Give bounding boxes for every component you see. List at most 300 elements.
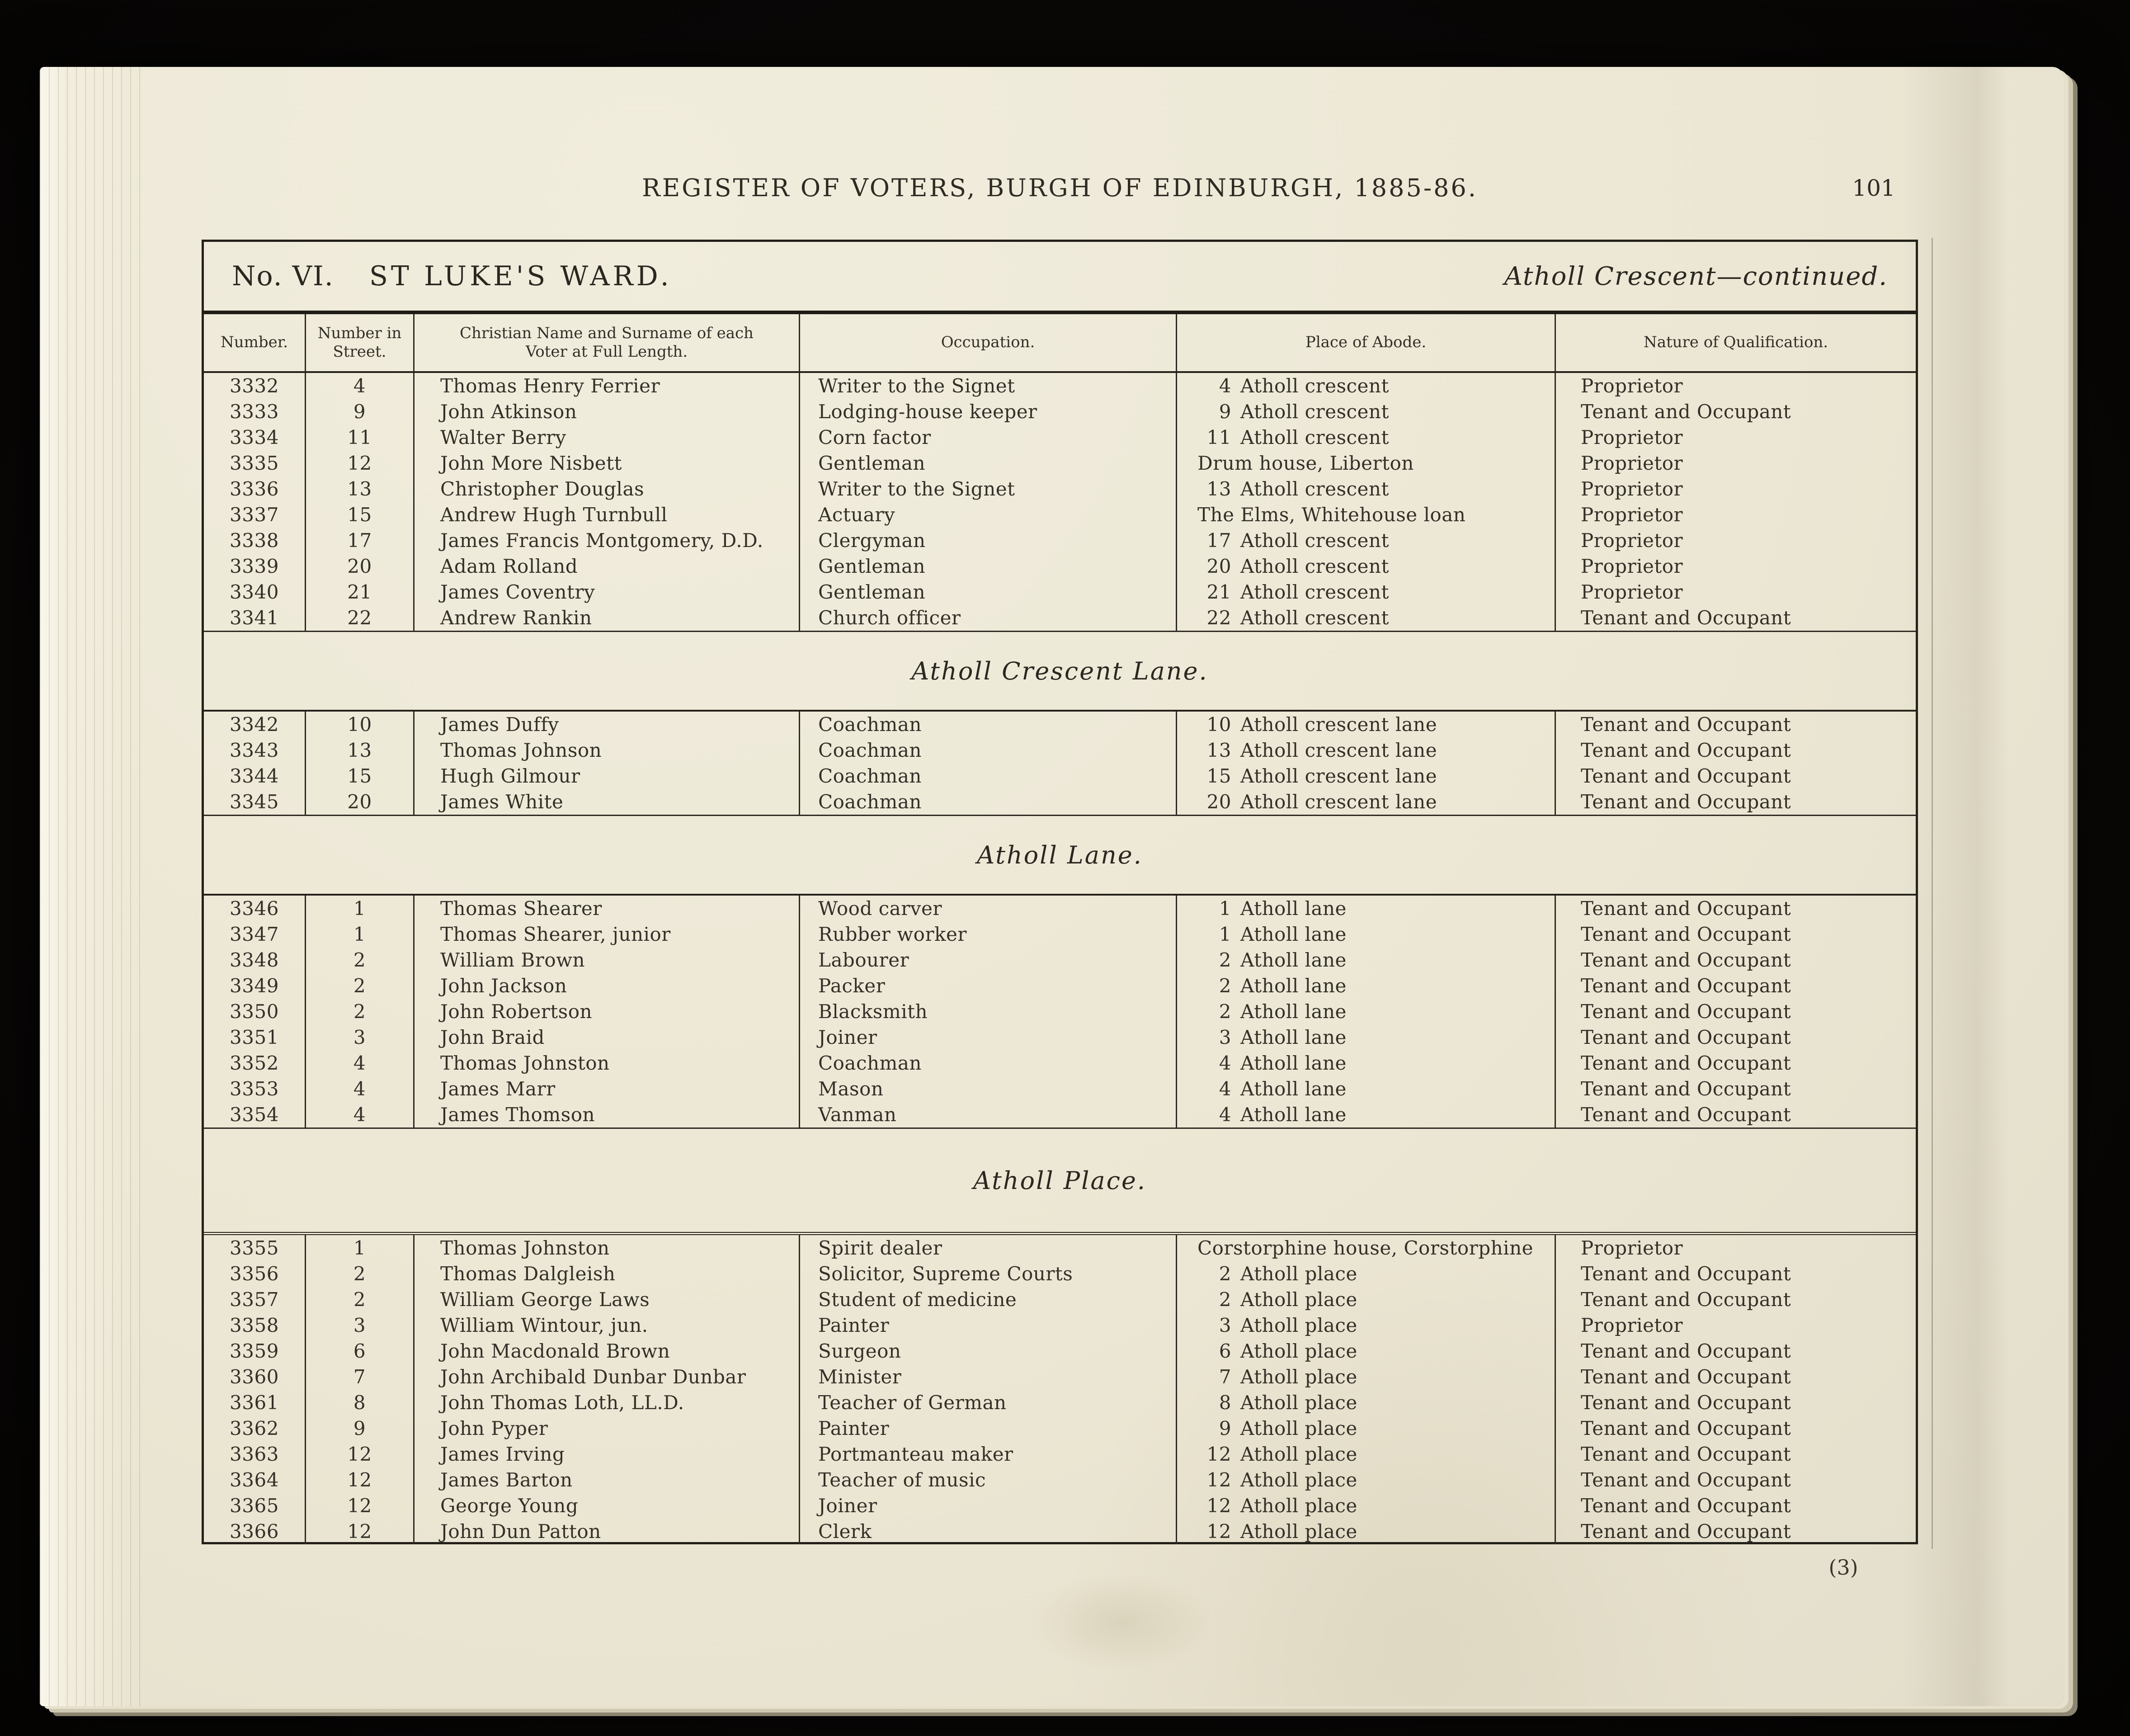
occupation-cell: Spirit dealer: [799, 1235, 1176, 1261]
street-number-cell: 17: [305, 528, 413, 553]
voter-number-cell: 3343: [230, 739, 279, 761]
abode-number: 12: [1206, 1520, 1231, 1543]
qualification-cell: Tenant and Occupant: [1555, 1050, 1916, 1076]
voter-number-cell: 3352: [230, 1052, 279, 1074]
voter-number-cell: 3357: [230, 1288, 279, 1311]
abode-number: 17: [1206, 529, 1231, 552]
table-row: [204, 947, 1916, 973]
qualification-cell: Tenant and Occupant: [1555, 1338, 1916, 1364]
running-head: REGISTER OF VOTERS, BURGH OF EDINBURGH, 1885-86.: [642, 174, 1478, 202]
street-number-cell: 15: [305, 502, 413, 528]
voter-number-cell: 3344: [230, 765, 279, 787]
abode-cell: [1176, 502, 1555, 528]
voter-number-cell: 3332: [230, 375, 279, 397]
street-number-cell: 1: [305, 896, 413, 921]
abode-street: Atholl crescent: [1240, 581, 1389, 603]
abode-number: 8: [1219, 1392, 1231, 1414]
qualification-cell: Proprietor: [1555, 476, 1916, 502]
column-header-label: Occupation.: [941, 333, 1035, 352]
abode-street: Atholl crescent lane: [1240, 739, 1437, 761]
abode-street: Atholl lane: [1240, 1078, 1347, 1100]
table-row: [204, 999, 1916, 1024]
occupation-cell: Gentleman: [799, 579, 1176, 605]
qualification-cell: Proprietor: [1555, 528, 1916, 553]
street-section-band: [204, 631, 1916, 712]
voter-number-cell: 3335: [230, 452, 279, 474]
table-row: [204, 1441, 1916, 1467]
abode-number: 2: [1219, 1288, 1231, 1311]
qualification-cell: Tenant and Occupant: [1555, 1415, 1916, 1441]
table-row: [204, 579, 1916, 605]
street-number-cell: 11: [305, 425, 413, 450]
voter-number-cell: 3336: [230, 478, 279, 500]
table-row: [204, 1050, 1916, 1076]
street-number-cell: 12: [305, 1493, 413, 1519]
column-header-label: Place of Abode.: [1305, 333, 1427, 352]
abode-street: Atholl place: [1240, 1469, 1357, 1491]
abode-street: Atholl place: [1240, 1495, 1357, 1517]
heavy-rule: [204, 311, 1916, 314]
table-row: [204, 1390, 1916, 1415]
abode-street: Atholl place: [1240, 1417, 1357, 1439]
voter-name-cell: James Coventry: [413, 579, 799, 605]
occupation-cell: Gentleman: [799, 450, 1176, 476]
abode-street: Atholl crescent: [1240, 529, 1389, 552]
occupation-cell: Wood carver: [799, 896, 1176, 921]
table-row: [204, 737, 1916, 763]
voter-number-cell: 3339: [230, 555, 279, 577]
table-row: [204, 1076, 1916, 1102]
abode-street: Atholl place: [1240, 1340, 1357, 1362]
voter-name-cell: William George Laws: [413, 1287, 799, 1312]
table-row: [204, 1364, 1916, 1390]
qualification-cell: Proprietor: [1555, 502, 1916, 528]
voter-number-cell: 3366: [230, 1520, 279, 1543]
voter-number-cell: 3365: [230, 1495, 279, 1517]
occupation-cell: Vanman: [799, 1102, 1176, 1127]
column-header-label: Number in Street.: [317, 324, 402, 361]
street-number-cell: 2: [305, 947, 413, 973]
voter-name-cell: Hugh Gilmour: [413, 763, 799, 789]
abode-cell: [1176, 1235, 1555, 1261]
table-row: [204, 373, 1916, 399]
voter-name-cell: Thomas Johnson: [413, 737, 799, 763]
abode-street: Atholl lane: [1240, 1026, 1347, 1048]
abode-street: Atholl crescent: [1240, 478, 1389, 500]
table-row: [204, 605, 1916, 631]
abode-street: Atholl place: [1240, 1263, 1357, 1285]
voter-number-cell: 3342: [230, 713, 279, 736]
abode-street: Atholl lane: [1240, 897, 1347, 920]
voter-number-cell: 3355: [230, 1237, 279, 1259]
abode-cell: [1176, 528, 1555, 553]
occupation-cell: Church officer: [799, 605, 1176, 631]
voter-number-cell: 3359: [230, 1340, 279, 1362]
street-number-cell: 9: [305, 399, 413, 425]
voter-number-cell: 3362: [230, 1417, 279, 1439]
qualification-cell: Tenant and Occupant: [1555, 999, 1916, 1024]
street-number-cell: 13: [305, 476, 413, 502]
voter-number-cell: 3349: [230, 975, 279, 997]
page-number: 101: [1852, 175, 1895, 201]
abode-street: Atholl lane: [1240, 1104, 1347, 1126]
abode-cell: [1176, 763, 1555, 789]
abode-cell: [1176, 1050, 1555, 1076]
qualification-cell: Proprietor: [1555, 450, 1916, 476]
abode-street: Drum house, Liberton: [1197, 452, 1414, 474]
occupation-cell: Mason: [799, 1076, 1176, 1102]
voter-name-cell: John Archibald Dunbar Dunbar: [413, 1364, 799, 1390]
voter-number-cell: 3354: [230, 1104, 279, 1126]
voter-name-cell: James Duffy: [413, 712, 799, 737]
table-row: [204, 476, 1916, 502]
voter-name-cell: James Thomson: [413, 1102, 799, 1127]
abode-cell: [1176, 399, 1555, 425]
table-row: [204, 1287, 1916, 1312]
qualification-cell: Tenant and Occupant: [1555, 921, 1916, 947]
abode-cell: [1176, 1519, 1555, 1544]
table-row: [204, 1493, 1916, 1519]
abode-cell: [1176, 605, 1555, 631]
occupation-cell: Joiner: [799, 1493, 1176, 1519]
occupation-cell: Coachman: [799, 1050, 1176, 1076]
street-number-cell: 7: [305, 1364, 413, 1390]
ward-name: ST LUKE'S WARD.: [369, 260, 672, 292]
abode-cell: [1176, 1467, 1555, 1493]
abode-number: 10: [1206, 713, 1231, 736]
street-number-cell: 22: [305, 605, 413, 631]
abode-street: Atholl lane: [1240, 1000, 1347, 1023]
street-number-cell: 13: [305, 737, 413, 763]
voter-name-cell: William Brown: [413, 947, 799, 973]
ward-title-group: [232, 260, 672, 292]
street-number-cell: 12: [305, 1467, 413, 1493]
occupation-cell: Coachman: [799, 789, 1176, 815]
voter-name-cell: Thomas Johnston: [413, 1235, 799, 1261]
table-row: [204, 1338, 1916, 1364]
voter-number-cell: 3347: [230, 923, 279, 945]
street-section-title: Atholl Lane.: [977, 840, 1143, 869]
street-continued-heading: Atholl Crescent—continued.: [1504, 261, 1888, 291]
street-number-cell: 9: [305, 1415, 413, 1441]
street-number-cell: 4: [305, 1076, 413, 1102]
abode-number: 4: [1219, 1104, 1231, 1126]
abode-number: 3: [1219, 1026, 1231, 1048]
voter-number-cell: 3345: [230, 791, 279, 813]
voter-rows-block: [204, 373, 1916, 631]
abode-cell: [1176, 1287, 1555, 1312]
column-header-label: Christian Name and Surname of each Voter at Full Length.: [460, 324, 754, 361]
column-header-label: Nature of Qualification.: [1643, 333, 1828, 352]
qualification-cell: Proprietor: [1555, 553, 1916, 579]
table-row: [204, 763, 1916, 789]
voter-number-cell: 3334: [230, 426, 279, 448]
qualification-cell: Tenant and Occupant: [1555, 1024, 1916, 1050]
occupation-cell: Joiner: [799, 1024, 1176, 1050]
qualification-cell: Tenant and Occupant: [1555, 1287, 1916, 1312]
occupation-cell: Writer to the Signet: [799, 476, 1176, 502]
qualification-cell: Tenant and Occupant: [1555, 605, 1916, 631]
occupation-cell: Painter: [799, 1312, 1176, 1338]
occupation-cell: Teacher of music: [799, 1467, 1176, 1493]
table-row: [204, 399, 1916, 425]
street-number-cell: 20: [305, 789, 413, 815]
street-number-cell: 4: [305, 1050, 413, 1076]
abode-cell: [1176, 1364, 1555, 1390]
page-fold-line: [1932, 238, 1933, 1549]
voter-name-cell: William Wintour, jun.: [413, 1312, 799, 1338]
voter-name-cell: Andrew Rankin: [413, 605, 799, 631]
ward-number: No. VI.: [232, 260, 334, 292]
abode-number: 2: [1219, 975, 1231, 997]
abode-street: Atholl crescent: [1240, 555, 1389, 577]
abode-street: Atholl place: [1240, 1366, 1357, 1388]
abode-street: Corstorphine house, Corstorphine: [1197, 1237, 1533, 1259]
voter-name-cell: John Braid: [413, 1024, 799, 1050]
abode-street: Atholl crescent: [1240, 426, 1389, 448]
table-row: [204, 921, 1916, 947]
abode-street: Atholl place: [1240, 1443, 1357, 1465]
table-row: [204, 1415, 1916, 1441]
street-number-cell: 1: [305, 921, 413, 947]
qualification-cell: Tenant and Occupant: [1555, 1493, 1916, 1519]
qualification-cell: Tenant and Occupant: [1555, 973, 1916, 999]
abode-street: Atholl lane: [1240, 975, 1347, 997]
voter-name-cell: Thomas Shearer: [413, 896, 799, 921]
voter-number-cell: 3338: [230, 529, 279, 552]
qualification-cell: Tenant and Occupant: [1555, 947, 1916, 973]
voter-name-cell: John Thomas Loth, LL.D.: [413, 1390, 799, 1415]
abode-number: 11: [1206, 426, 1231, 448]
voter-name-cell: Thomas Shearer, junior: [413, 921, 799, 947]
voter-rows-block: [204, 1235, 1916, 1544]
qualification-cell: Tenant and Occupant: [1555, 399, 1916, 425]
voter-name-cell: Christopher Douglas: [413, 476, 799, 502]
occupation-cell: Clerk: [799, 1519, 1176, 1544]
abode-street: Atholl crescent: [1240, 375, 1389, 397]
column-header-occupation: [799, 314, 1176, 371]
voter-name-cell: John Dun Patton: [413, 1519, 799, 1544]
voter-name-cell: John Robertson: [413, 999, 799, 1024]
abode-number: 12: [1206, 1469, 1231, 1491]
abode-street: Atholl crescent lane: [1240, 713, 1437, 736]
abode-number: 2: [1219, 949, 1231, 971]
abode-street: Atholl crescent lane: [1240, 765, 1437, 787]
abode-cell: [1176, 896, 1555, 921]
abode-number: 12: [1206, 1495, 1231, 1517]
voter-name-cell: Andrew Hugh Turnbull: [413, 502, 799, 528]
table-row: [204, 1519, 1916, 1544]
occupation-cell: Surgeon: [799, 1338, 1176, 1364]
column-header-number: [204, 314, 305, 371]
abode-number: 2: [1219, 1263, 1231, 1285]
abode-street: Atholl place: [1240, 1288, 1357, 1311]
abode-cell: [1176, 579, 1555, 605]
street-section-title: Atholl Crescent Lane.: [911, 656, 1208, 685]
street-number-cell: 15: [305, 763, 413, 789]
voter-number-cell: 3361: [230, 1392, 279, 1414]
street-number-cell: 20: [305, 553, 413, 579]
table-row: [204, 425, 1916, 450]
voter-name-cell: Walter Berry: [413, 425, 799, 450]
abode-number: 20: [1206, 555, 1231, 577]
table-body: [204, 373, 1916, 1544]
street-number-cell: 8: [305, 1390, 413, 1415]
qualification-cell: Tenant and Occupant: [1555, 763, 1916, 789]
voter-name-cell: Thomas Johnston: [413, 1050, 799, 1076]
abode-cell: [1176, 553, 1555, 579]
street-number-cell: 10: [305, 712, 413, 737]
occupation-cell: Lodging-house keeper: [799, 399, 1176, 425]
column-header-label: Number.: [220, 333, 288, 352]
abode-cell: [1176, 1390, 1555, 1415]
abode-cell: [1176, 737, 1555, 763]
abode-number: 1: [1219, 923, 1231, 945]
street-number-cell: 12: [305, 1441, 413, 1467]
abode-cell: [1176, 373, 1555, 399]
table-row: [204, 1102, 1916, 1127]
column-header-name: [413, 314, 799, 371]
occupation-cell: Portmanteau maker: [799, 1441, 1176, 1467]
voter-name-cell: Thomas Dalgleish: [413, 1261, 799, 1287]
street-number-cell: 3: [305, 1312, 413, 1338]
paper-smudge: [1025, 1572, 1215, 1672]
abode-street: Atholl lane: [1240, 1052, 1347, 1074]
abode-street: Atholl lane: [1240, 923, 1347, 945]
qualification-cell: Proprietor: [1555, 1235, 1916, 1261]
occupation-cell: Solicitor, Supreme Courts: [799, 1261, 1176, 1287]
street-number-cell: 3: [305, 1024, 413, 1050]
table-row: [204, 450, 1916, 476]
register-page: [40, 67, 2064, 1706]
occupation-cell: Student of medicine: [799, 1287, 1176, 1312]
qualification-cell: Proprietor: [1555, 579, 1916, 605]
qualification-cell: Tenant and Occupant: [1555, 1519, 1916, 1544]
street-number-cell: 6: [305, 1338, 413, 1364]
occupation-cell: Corn factor: [799, 425, 1176, 450]
abode-cell: [1176, 1441, 1555, 1467]
abode-number: 9: [1219, 1417, 1231, 1439]
voter-name-cell: Thomas Henry Ferrier: [413, 373, 799, 399]
abode-cell: [1176, 1076, 1555, 1102]
street-number-cell: 1: [305, 1235, 413, 1261]
qualification-cell: Tenant and Occupant: [1555, 737, 1916, 763]
occupation-cell: Minister: [799, 1364, 1176, 1390]
abode-number: 1: [1219, 897, 1231, 920]
abode-number: 22: [1206, 607, 1231, 629]
abode-number: 9: [1219, 401, 1231, 423]
abode-cell: [1176, 425, 1555, 450]
qualification-cell: Tenant and Occupant: [1555, 896, 1916, 921]
voter-name-cell: James White: [413, 789, 799, 815]
column-header-row: [204, 314, 1916, 373]
abode-cell: [1176, 1261, 1555, 1287]
qualification-cell: Tenant and Occupant: [1555, 1467, 1916, 1493]
voter-number-cell: 3337: [230, 504, 279, 526]
voter-number-cell: 3346: [230, 897, 279, 920]
table-row: [204, 1235, 1916, 1261]
qualification-cell: Tenant and Occupant: [1555, 1441, 1916, 1467]
occupation-cell: Labourer: [799, 947, 1176, 973]
abode-number: 13: [1206, 478, 1231, 500]
qualification-cell: Tenant and Occupant: [1555, 1076, 1916, 1102]
street-number-cell: 4: [305, 373, 413, 399]
abode-cell: [1176, 1338, 1555, 1364]
qualification-cell: Tenant and Occupant: [1555, 1102, 1916, 1127]
abode-street: Atholl crescent lane: [1240, 791, 1437, 813]
occupation-cell: Writer to the Signet: [799, 373, 1176, 399]
abode-number: 4: [1219, 375, 1231, 397]
voter-name-cell: James Irving: [413, 1441, 799, 1467]
street-number-cell: 21: [305, 579, 413, 605]
abode-cell: [1176, 921, 1555, 947]
abode-cell: [1176, 476, 1555, 502]
voter-number-cell: 3333: [230, 401, 279, 423]
voter-number-cell: 3351: [230, 1026, 279, 1048]
table-row: [204, 502, 1916, 528]
occupation-cell: Packer: [799, 973, 1176, 999]
street-number-cell: 2: [305, 1261, 413, 1287]
voter-name-cell: John Macdonald Brown: [413, 1338, 799, 1364]
voter-name-cell: George Young: [413, 1493, 799, 1519]
column-header-street-number: [305, 314, 413, 371]
voter-number-cell: 3358: [230, 1314, 279, 1336]
sheet-signature-mark: (3): [1828, 1555, 1858, 1580]
occupation-cell: Coachman: [799, 737, 1176, 763]
table-row: [204, 553, 1916, 579]
voter-name-cell: Adam Rolland: [413, 553, 799, 579]
voter-rows-block: [204, 896, 1916, 1127]
abode-cell: [1176, 789, 1555, 815]
abode-number: 7: [1219, 1366, 1231, 1388]
voter-number-cell: 3341: [230, 607, 279, 629]
abode-number: 2: [1219, 1000, 1231, 1023]
occupation-cell: Blacksmith: [799, 999, 1176, 1024]
occupation-cell: Gentleman: [799, 553, 1176, 579]
abode-number: 12: [1206, 1443, 1231, 1465]
abode-number: 4: [1219, 1078, 1231, 1100]
abode-cell: [1176, 1312, 1555, 1338]
qualification-cell: Tenant and Occupant: [1555, 789, 1916, 815]
abode-cell: [1176, 1415, 1555, 1441]
qualification-cell: Proprietor: [1555, 1312, 1916, 1338]
table-row: [204, 1312, 1916, 1338]
abode-street: Atholl place: [1240, 1520, 1357, 1543]
occupation-cell: Rubber worker: [799, 921, 1176, 947]
abode-number: 6: [1219, 1340, 1231, 1362]
abode-number: 13: [1206, 739, 1231, 761]
abode-number: 15: [1206, 765, 1231, 787]
street-number-cell: 4: [305, 1102, 413, 1127]
ward-header: [204, 242, 1916, 311]
abode-number: 3: [1219, 1314, 1231, 1336]
table-row: [204, 712, 1916, 737]
table-row: [204, 1467, 1916, 1493]
qualification-cell: Tenant and Occupant: [1555, 1364, 1916, 1390]
abode-street: Atholl place: [1240, 1314, 1357, 1336]
abode-street: Atholl place: [1240, 1392, 1357, 1414]
voter-number-cell: 3364: [230, 1469, 279, 1491]
qualification-cell: Proprietor: [1555, 425, 1916, 450]
occupation-cell: Clergyman: [799, 528, 1176, 553]
voter-number-cell: 3353: [230, 1078, 279, 1100]
table-row: [204, 973, 1916, 999]
voter-name-cell: John Jackson: [413, 973, 799, 999]
voter-name-cell: James Marr: [413, 1076, 799, 1102]
voter-number-cell: 3350: [230, 1000, 279, 1023]
voter-name-cell: James Francis Montgomery, D.D.: [413, 528, 799, 553]
voter-name-cell: James Barton: [413, 1467, 799, 1493]
